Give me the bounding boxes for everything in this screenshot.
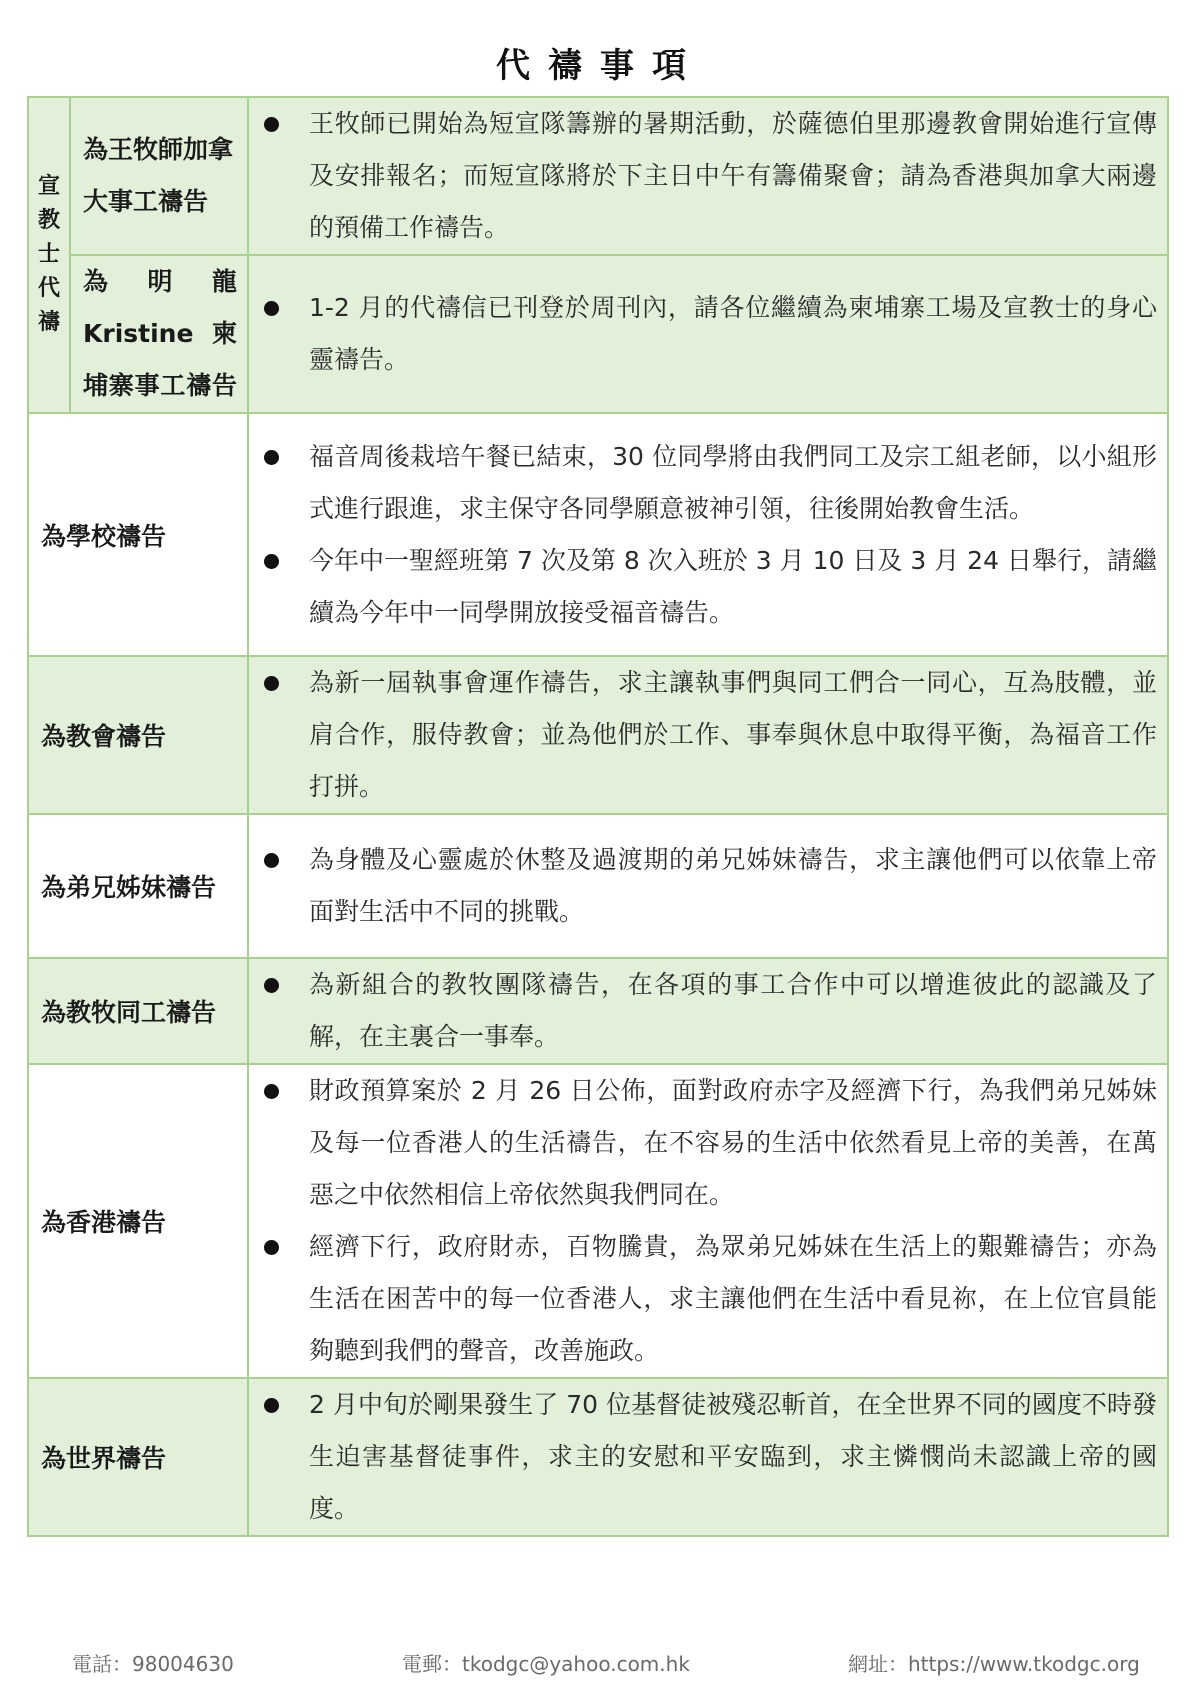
table-row [28, 413, 1168, 656]
label-line: 埔寨事工禱告 [83, 371, 237, 400]
bullet-item: 為新組合的教牧團隊禱告，在各項的事工合作中可以增進彼此的認識及了解，在主裏合一事奉。 [249, 959, 1157, 1063]
table-row [28, 1378, 1168, 1536]
bullet-item: 為身體及心靈處於休整及過渡期的弟兄姊妹禱告，求主讓他們可以依靠上帝面對生活中不同的挑戰。 [249, 834, 1157, 938]
label-line: 為 明 龍 [83, 267, 237, 296]
row-label: 為香港禱告 [28, 1064, 248, 1378]
row-content [248, 958, 1168, 1064]
row-label: 為教牧同工禱告 [28, 958, 248, 1064]
bullet-item: 經濟下行，政府財赤，百物騰貴，為眾弟兄姊妹在生活上的艱難禱告；亦為生活在困苦中的每一位香港人，求主讓他們在生活中看見祢，在上位官員能夠聽到我們的聲音，改善施政。 [249, 1221, 1157, 1377]
bullet-item: 為新一屆執事會運作禱告，求主讓執事們與同工們合一同心，互為肢體，並肩合作，服侍教會；並為他們於工作、事奉與休息中取得平衡，為福音工作打拼。 [249, 657, 1157, 813]
bullet-item: 財政預算案於 2 月 26 日公佈，面對政府赤字及經濟下行，為我們弟兄姊妹及每一位香港人的生活禱告，在不容易的生活中依然看見上帝的美善，在萬惡之中依然相信上帝依然與我們同在。 [249, 1065, 1157, 1221]
row-content [248, 255, 1168, 413]
bullet-item: 2 月中旬於剛果發生了 70 位基督徒被殘忍斬首，在全世界不同的國度不時發生迫害基督徒事件，求主的安慰和平安臨到，求主憐憫尚未認識上帝的國度。 [249, 1379, 1157, 1535]
vertical-char: 禱 [37, 310, 60, 335]
label-line: Kristine 柬 [83, 319, 237, 348]
row-label: 為學校禱告 [28, 413, 248, 656]
vertical-char: 代 [37, 276, 60, 301]
vertical-char: 士 [37, 242, 60, 267]
vertical-char: 宣 [37, 174, 60, 199]
row-label [70, 255, 248, 413]
footer-email[interactable]: 電郵：tkodgc@yahoo.com.hk [402, 1652, 690, 1676]
row-content [248, 97, 1168, 255]
row-content [248, 814, 1168, 958]
table-row [28, 656, 1168, 814]
vertical-char: 教 [37, 208, 60, 233]
row-content [248, 413, 1168, 656]
table-row [28, 255, 1168, 413]
page-title: 代禱事項 [496, 46, 704, 86]
table-row [28, 97, 1168, 255]
footer-website[interactable]: 網址：https://www.tkodgc.org [848, 1652, 1140, 1676]
table-row [28, 1064, 1168, 1378]
table-row [28, 814, 1168, 958]
prayer-table [27, 96, 1169, 1537]
row-content [248, 1064, 1168, 1378]
bullet-item: 1-2 月的代禱信已刊登於周刊內，請各位繼續為柬埔寨工場及宣教士的身心靈禱告。 [249, 282, 1157, 386]
table-row [28, 958, 1168, 1064]
row-label: 為王牧師加拿大事工禱告 [70, 97, 248, 255]
missionary-group-label [28, 97, 70, 413]
footer-phone: 電話：98004630 [72, 1652, 234, 1676]
row-label: 為世界禱告 [28, 1378, 248, 1536]
row-label: 為教會禱告 [28, 656, 248, 814]
row-content [248, 656, 1168, 814]
bullet-item: 今年中一聖經班第 7 次及第 8 次入班於 3 月 10 日及 3 月 24 日舉行，請繼續為今年中一同學開放接受福音禱告。 [249, 535, 1157, 639]
bullet-item: 王牧師已開始為短宣隊籌辦的暑期活動，於薩德伯里那邊教會開始進行宣傳及安排報名；而短宣隊將於下主日中午有籌備聚會；請為香港與加拿大兩邊的預備工作禱告。 [249, 98, 1157, 254]
bullet-item: 福音周後栽培午餐已結束，30 位同學將由我們同工及宗工組老師，以小組形式進行跟進，求主保守各同學願意被神引領，往後開始教會生活。 [249, 431, 1157, 535]
row-label: 為弟兄姊妹禱告 [28, 814, 248, 958]
row-content [248, 1378, 1168, 1536]
